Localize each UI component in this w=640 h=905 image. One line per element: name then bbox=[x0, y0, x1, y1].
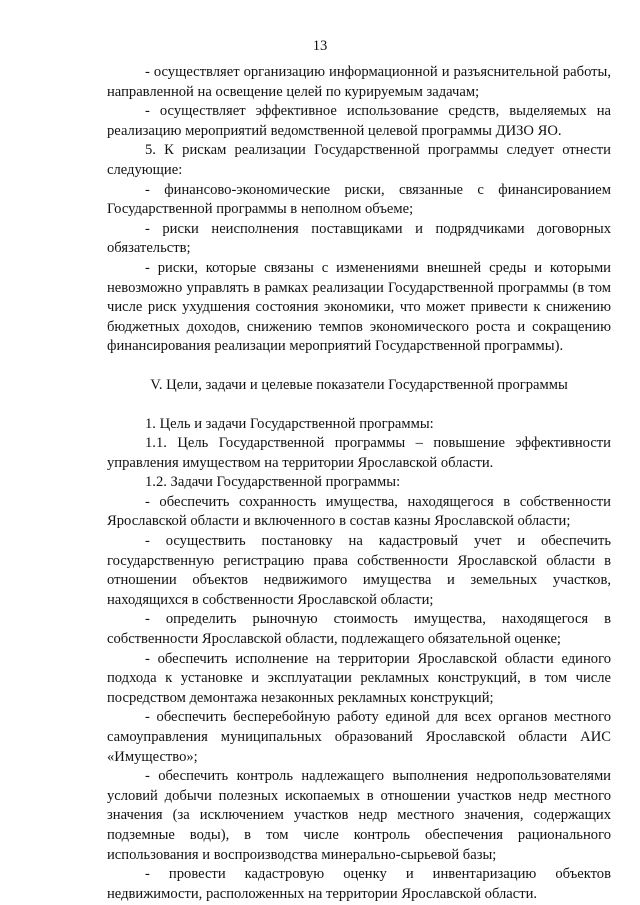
task-item: - обеспечить бесперебойную работу единой для всех органов местного самоуправления муниципальных образований Ярославской области АИС «Имущество»; bbox=[107, 709, 611, 765]
measure-paragraph: - осуществляет эффективное использование средств, выделяемых на реализацию мероприятий ведомственной целевой программы ДИЗО ЯО. bbox=[107, 103, 611, 139]
task-item: - определить рыночную стоимость имущества, находящегося в собственности Ярославской области, подлежащего обязательной оценке; bbox=[107, 611, 611, 648]
risk-item: - финансово-экономические риски, связанные с финансированием Государственной программы в неполном объеме; bbox=[107, 181, 611, 218]
goal-paragraph: 1.1. Цель Государственной программы – повышение эффективности управления имуществом на территории Ярославской области. bbox=[107, 435, 611, 471]
risks-intro: 5. К рискам реализации Государственной программы следует отнести следующие: bbox=[107, 142, 611, 178]
task-item: - обеспечить исполнение на территории Ярославской области единого подхода к установке и эксплуатации рекламных конструкций, в том числе посредством демонтажа незаконных рекламных конструкций; bbox=[107, 650, 611, 706]
task-item: - обеспечить сохранность имущества, находящегося в собственности Ярославской области и включенного в состав казны Ярославской области; bbox=[107, 493, 611, 530]
page-number: 13 bbox=[312, 38, 328, 54]
task-item: - обеспечить контроль надлежащего выполнения недропользователями условий добычи полезных ископаемых в отношении участков недр местного значения (за исключением участков недр местного значения, содержащих подземные воды), в том числе контроль обеспечения рационального использования и воспроизводства минерально-сырьевой базы; bbox=[107, 768, 611, 863]
tasks-heading: 1.2. Задачи Государственной программы: bbox=[145, 474, 401, 491]
goal-tasks-heading: 1. Цель и задачи Государственной программы: bbox=[145, 415, 434, 432]
section-heading: V. Цели, задачи и целевые показатели Государственной программы bbox=[150, 376, 568, 393]
spacer bbox=[107, 357, 611, 376]
task-item: - осуществить постановку на кадастровый учет и обеспечить государственную регистрацию права собственности Ярославской области в отношении объектов недвижимого имущества и земельных участков, находящихся в собственности Ярославской области; bbox=[107, 533, 611, 608]
document-body bbox=[107, 63, 611, 904]
risk-item: - риски, которые связаны с изменениями внешней среды и которыми невозможно управлять в рамках реализации Государственной программы (в том числе риск ухудшения состояния экономики, что может привести к снижению бюджетных доходов, снижению темпов экономического роста и сокращению финансирования реализации мероприятий Государственной программы). bbox=[107, 259, 611, 355]
measure-paragraph: - осуществляет организацию информационной и разъяснительной работы, направленной на освещение целей по курируемым задачам; bbox=[107, 64, 611, 100]
spacer bbox=[107, 396, 611, 415]
task-item: - провести кадастровую оценку и инвентаризацию объектов недвижимости, расположенных на территории Ярославской области. bbox=[107, 866, 611, 902]
risk-item: - риски неисполнения поставщиками и подрядчиками договорных обязательств; bbox=[107, 220, 611, 257]
